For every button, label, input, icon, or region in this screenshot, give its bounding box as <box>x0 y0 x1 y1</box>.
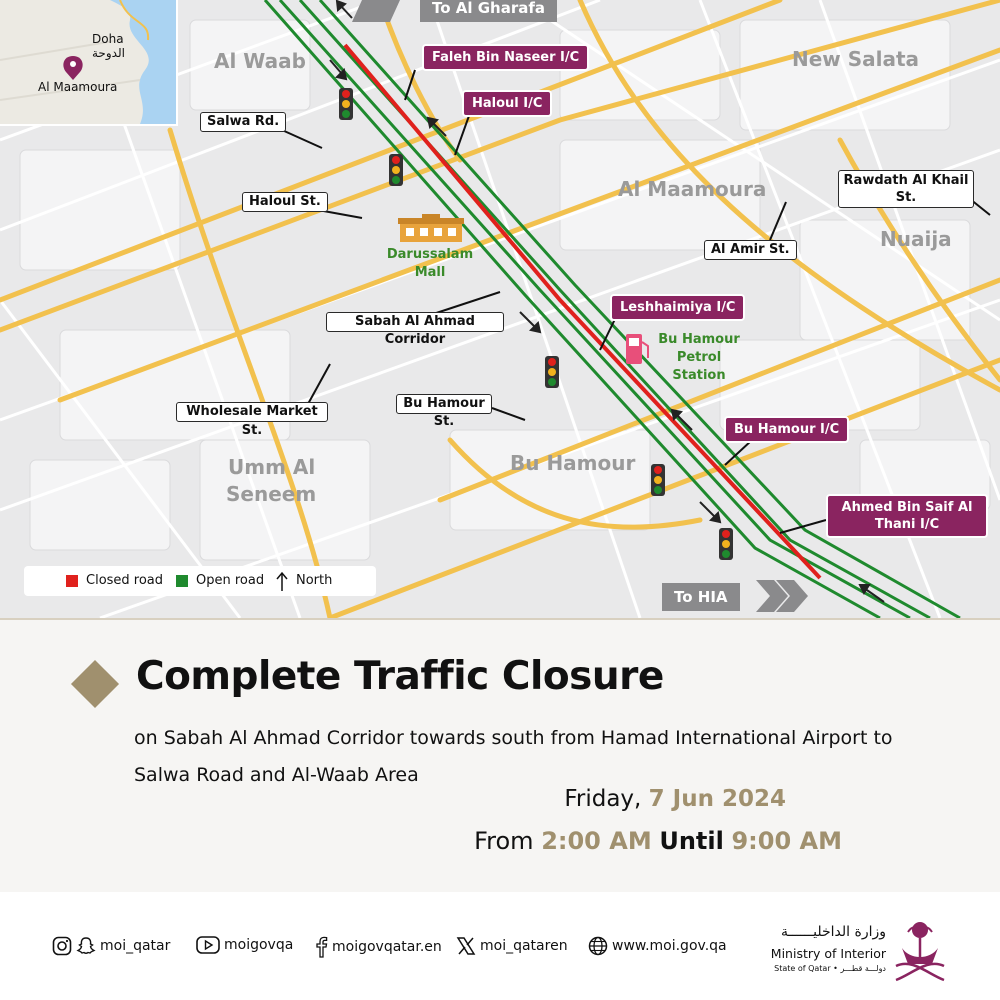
inset-location: Al Maamoura <box>38 80 118 94</box>
interchange-haloul: Haloul I/C <box>462 90 552 117</box>
notice-day: Friday, <box>564 786 642 812</box>
notice-until-time: 9:00 AM <box>731 827 842 855</box>
social-facebook-handle: moigovqatar.en <box>332 939 442 955</box>
inset-map <box>0 0 178 126</box>
mall-icon <box>398 214 464 244</box>
snapchat-icon <box>76 936 96 956</box>
street-rawdath-al-khail <box>838 170 974 208</box>
diamond-bullet-icon <box>71 660 119 708</box>
youtube-icon <box>196 936 220 954</box>
street-sabah-al-ahmad-2: Corridor <box>384 332 446 347</box>
traffic-light-icon <box>388 154 404 186</box>
area-new-salata: New Salata <box>792 47 920 71</box>
landmark-petrol-line-1: Bu Hamour <box>658 332 740 347</box>
interchange-leshhaimiya: Leshhaimiya I/C <box>610 294 745 321</box>
notice-title: Complete Traffic Closure <box>136 654 664 699</box>
traffic-light-icon <box>718 528 734 560</box>
area-umm-al-seneem-2: Seneem <box>226 482 317 506</box>
notice-from-time: 2:00 AM <box>541 827 652 855</box>
ministry-logo <box>770 918 970 994</box>
street-sabah-al-ahmad-1: Sabah Al Ahmad <box>326 312 504 332</box>
ministry-name-ar: وزارة الداخليــــــة <box>781 924 886 940</box>
x-icon <box>456 936 476 956</box>
ministry-emblem-icon <box>892 918 948 986</box>
social-facebook[interactable] <box>314 936 442 958</box>
inset-city-en: Doha <box>92 32 124 46</box>
north-arrow-icon <box>276 571 288 591</box>
legend-closed-label: Closed road <box>86 573 164 588</box>
notice-until-label: Until <box>659 827 724 855</box>
notice-description: on Sabah Al Ahmad Corridor towards south from Hamad International Airport to Salwa Road and Al-Waab Area <box>134 727 893 786</box>
street-wholesale-market-2: St. <box>241 423 263 438</box>
street-haloul-st: Haloul St. <box>242 192 328 212</box>
notice-date-value: 7 Jun 2024 <box>648 786 786 812</box>
street-rawdath-line-2: St. <box>895 190 917 205</box>
interchange-faleh-bin-naseer: Faleh Bin Naseer I/C <box>422 44 589 71</box>
petrol-station-icon <box>622 332 652 366</box>
street-wholesale-market-1: Wholesale Market <box>176 402 328 422</box>
social-x-handle: moi_qataren <box>480 938 568 954</box>
area-bu-hamour: Bu Hamour <box>510 451 636 475</box>
website-link[interactable] <box>588 936 727 956</box>
legend-open-label: Open road <box>196 573 265 588</box>
landmark-mall-line-1: Darussalam <box>386 247 474 262</box>
area-umm-al-seneem-1: Umm Al <box>228 455 316 479</box>
notice-panel <box>0 618 1000 1000</box>
notice-from-label: From <box>474 827 534 855</box>
direction-sign-north: To Al Gharafa <box>420 0 557 22</box>
area-al-maamoura: Al Maamoura <box>618 177 767 201</box>
notice-date <box>564 786 786 812</box>
notice-block <box>0 618 1000 892</box>
street-rawdath-line-1: Rawdath Al Khail <box>843 173 969 188</box>
landmark-mall-line-2: Mall <box>414 265 446 280</box>
state-of-qatar: State of Qatar • دولـــة قطـــر <box>774 964 886 973</box>
street-salwa-rd: Salwa Rd. <box>200 112 286 132</box>
social-instagram-handle: moi_qatar <box>100 938 171 954</box>
landmark-petrol-line-2: Petrol <box>676 350 722 365</box>
legend-north-label: North <box>296 573 333 588</box>
globe-icon <box>588 936 608 956</box>
interchange-ahmed-bin-saif <box>826 494 988 538</box>
instagram-icon <box>52 936 72 956</box>
interchange-ahmed-line-2: Thani I/C <box>874 517 940 532</box>
landmark-petrol-line-3: Station <box>672 368 726 383</box>
area-nuaija: Nuaija <box>880 227 952 251</box>
notice-time <box>474 827 842 855</box>
street-bu-hamour-1: Bu Hamour <box>396 394 492 414</box>
social-x[interactable] <box>456 936 568 956</box>
direction-sign-south: To HIA <box>662 583 740 611</box>
ministry-name-en: Ministry of Interior <box>770 946 886 961</box>
legend-open-swatch <box>176 575 188 587</box>
traffic-light-icon <box>338 88 354 120</box>
social-instagram-snapchat[interactable] <box>52 936 170 956</box>
street-al-amir: Al Amir St. <box>704 240 797 260</box>
legend-closed-swatch <box>66 575 78 587</box>
inset-city-ar: الدوحة <box>92 46 125 60</box>
website-url: www.moi.gov.qa <box>612 938 727 954</box>
social-youtube[interactable] <box>196 936 293 954</box>
map-legend <box>24 566 376 596</box>
facebook-icon <box>314 936 328 958</box>
traffic-light-icon <box>544 356 560 388</box>
area-al-waab: Al Waab <box>214 49 306 73</box>
interchange-bu-hamour: Bu Hamour I/C <box>724 416 849 443</box>
footer <box>0 914 1000 1000</box>
social-youtube-handle: moigovqa <box>224 937 294 953</box>
street-bu-hamour-2: St. <box>433 414 455 429</box>
traffic-light-icon <box>650 464 666 496</box>
interchange-ahmed-line-1: Ahmed Bin Saif Al <box>841 500 973 515</box>
